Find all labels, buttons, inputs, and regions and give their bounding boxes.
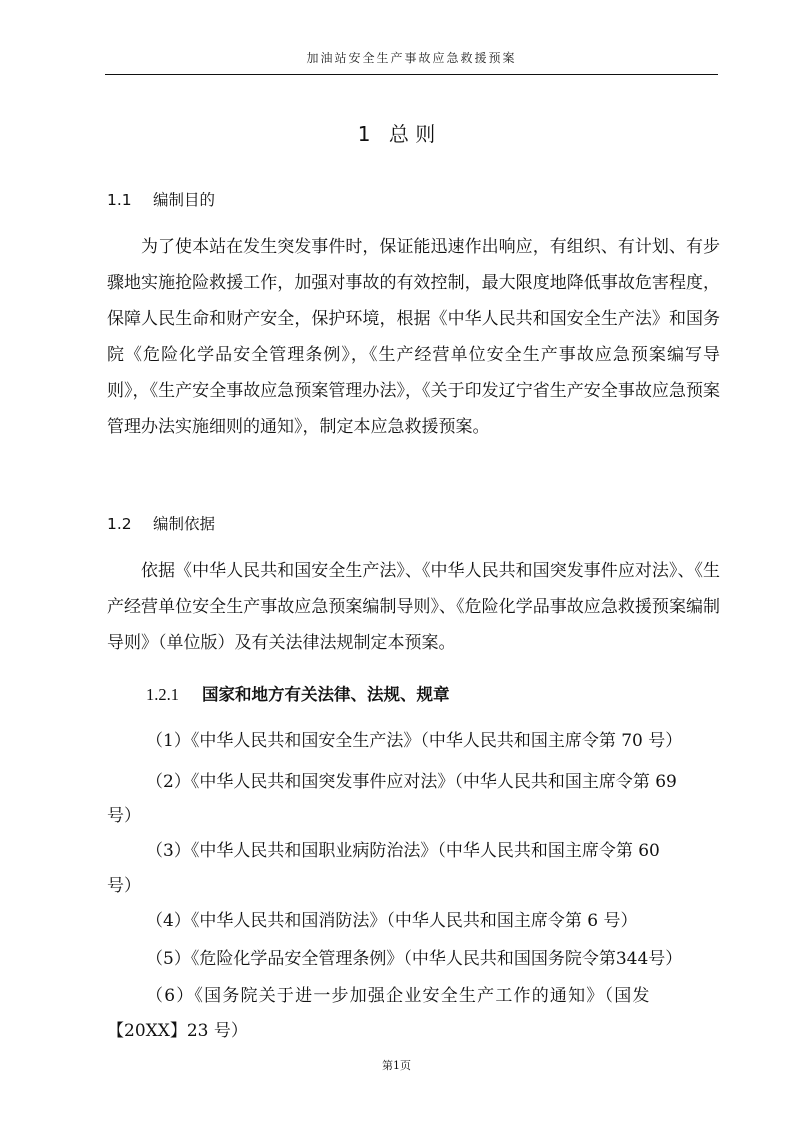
section-1-1-body: 为了使本站在发生突发事件时，保证能迅速作出响应，有组织、有计划、有步骤地实施抢险救援工作，加强对事故的有效控制，最大限度地降低事故危害程度，保障人民生命和财产安全，保护环境，根据《中华人民共和国安全生产法》和国务院《危险化学品安全管理条例》，《生产经营单位安全生产事故应急预案编写导则》，《生产安全事故应急预案管理办法》，《关于印发辽宁省生产安全事故应急预案管理办法实施细则的通知》，制定本应急救援预案。 [107, 237, 720, 437]
section-heading-1-2-1 [146, 681, 450, 705]
law-item-3: （3）《中华人民共和国职业病防治法》（中华人民共和国主席令第 60 [146, 841, 660, 861]
section-1-2-body: 依据《中华人民共和国安全生产法》、《中华人民共和国突发事件应对法》、《生产经营单位安全生产事故应急预案编制导则》、《危险化学品事故应急救援预案编制导则》（单位版）及有关法律法规制定本预案。 [107, 561, 720, 653]
section-number: 1.2 [107, 515, 132, 533]
law-item-6: （6）《国务院关于进一步加强企业安全生产工作的通知》（国发 [146, 986, 651, 1006]
section-heading-1-1 [107, 188, 215, 210]
section-number: 1.2.1 [146, 685, 179, 704]
section-title: 编制依据 [153, 515, 216, 533]
law-item-6-cont: 【20XX】23 号） [107, 1021, 248, 1041]
header-divider [105, 74, 718, 75]
page-number: 第1页 [382, 1059, 411, 1072]
law-item-4: （4）《中华人民共和国消防法》（中华人民共和国主席令第 6 号） [146, 911, 638, 931]
section-heading-1-2 [107, 512, 215, 534]
chapter-name: 总 则 [388, 122, 436, 146]
chapter-title [0, 118, 793, 147]
law-item-5: （5）《危险化学品安全管理条例》（中华人民共和国国务院令第344号） [146, 949, 683, 969]
law-item-2-cont: 号） [107, 806, 141, 826]
section-title: 国家和地方有关法律、法规、规章 [202, 685, 450, 704]
law-item-3-cont: 号） [107, 876, 141, 896]
law-item-2: （2）《中华人民共和国突发事件应对法》（中华人民共和国主席令第 69 [146, 772, 677, 792]
section-number: 1.1 [107, 191, 132, 209]
section-title: 编制目的 [153, 191, 216, 209]
law-item-1: （1）《中华人民共和国安全生产法》（中华人民共和国主席令第 70 号） [146, 731, 683, 751]
running-header: 加油站安全生产事故应急救援预案 [306, 51, 517, 65]
chapter-number: 1 [357, 122, 371, 146]
